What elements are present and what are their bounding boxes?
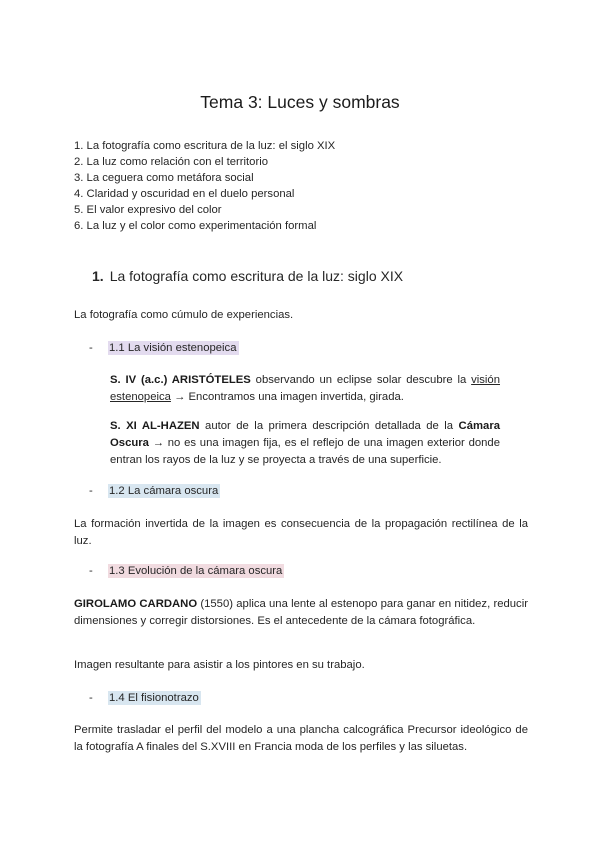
paragraph: Imagen resultante para asistir a los pintores en su trabajo. <box>74 659 365 671</box>
section-number: 1. <box>92 268 104 284</box>
alhazen-paragraph <box>110 418 500 469</box>
bullet-dash: - <box>89 342 93 354</box>
toc-item: 2. La luz como relación con el territorio <box>74 156 269 168</box>
toc-item: 5. El valor expresivo del color <box>74 204 222 216</box>
subsection-label: 1.1 La visión estenopeica <box>109 342 237 354</box>
text: observando un eclipse solar descubre la <box>250 374 472 386</box>
bullet-subsection-1-3 <box>89 563 284 580</box>
bullet-dash: - <box>89 692 93 704</box>
subsection-label: 1.2 La cámara oscura <box>109 485 219 497</box>
aristoteles-paragraph <box>110 372 500 406</box>
toc-item: 6. La luz y el color como experimentación formal <box>74 220 317 232</box>
bullet-dash: - <box>89 565 93 577</box>
bold-text: S. IV (a.c.) ARISTÓTELES <box>110 374 251 386</box>
bullet-dash: - <box>89 485 93 497</box>
subsection-label: 1.4 El fisionotrazo <box>109 692 199 704</box>
table-of-contents <box>74 138 534 234</box>
section-heading <box>92 268 403 284</box>
text: autor de la primera descripción detallada de la <box>199 420 459 432</box>
bold-text: Cámara Oscura <box>110 420 500 449</box>
text: → Encontramos una imagen invertida, girada. <box>170 391 404 403</box>
subsection-label: 1.3 Evolución de la cámara oscura <box>109 565 283 577</box>
toc-item: 1. La fotografía como escritura de la luz: el siglo XIX <box>74 140 336 152</box>
bullet-subsection-1-2 <box>89 483 220 500</box>
section-title: La fotografía como escritura de la luz: siglo XIX <box>109 268 404 284</box>
bold-text: S. XI AL-HAZEN <box>110 420 200 432</box>
paragraph: La formación invertida de la imagen es consecuencia de la propagación rectilínea de la luz. <box>74 518 528 547</box>
bullet-subsection-1-4 <box>89 690 201 707</box>
text: (1550) aplica una lente al estenopo para ganar en nitidez, reducir dimensiones y corregir distorsiones. Es el antecedente de la cámara fotográfica. <box>74 598 528 627</box>
toc-item: 3. La ceguera como metáfora social <box>74 172 254 184</box>
bullet-subsection-1-1 <box>89 340 239 357</box>
page-title: Tema 3: Luces y sombras <box>200 92 400 112</box>
intro-paragraph: La fotografía como cúmulo de experiencias. <box>74 309 294 321</box>
toc-item: 4. Claridad y oscuridad en el duelo personal <box>74 188 295 200</box>
text: → no es una imagen fija, es el reflejo de una imagen exterior donde entran los rayos de la luz y se proyecta a través de una superficie. <box>110 437 500 466</box>
paragraph: Permite trasladar el perfil del modelo a una plancha calcográfica Precursor ideológico de la fotografía A finales del S.XVIII en Francia moda de los perfiles y las siluetas. <box>74 724 528 753</box>
underlined-term: visión estenopeica <box>110 374 500 403</box>
bold-text: GIROLAMO CARDANO <box>74 598 198 610</box>
cardano-paragraph <box>74 596 528 630</box>
